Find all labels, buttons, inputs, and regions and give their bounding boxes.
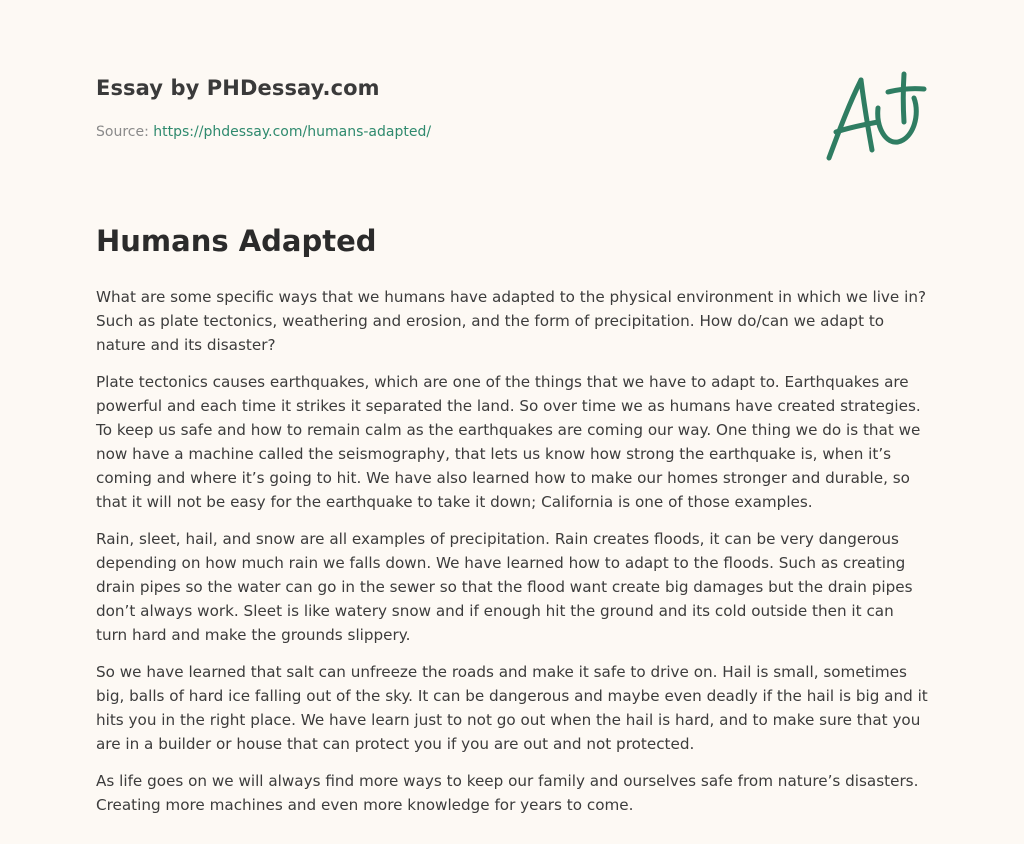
essay-title: Humans Adapted: [96, 224, 377, 258]
essay-paragraph: What are some specific ways that we humans have adapted to the physical environment in which we live in? Such as plate tectonics, weathering and erosion, and the form of precipitation. How do/can we adapt to nature and its disaster?: [96, 288, 927, 354]
essay-paragraph: As life goes on we will always find more ways to keep our family and ourselves safe from nature’s disasters. Creating more machines and even more knowledge for years to come.: [96, 772, 919, 814]
source-line: [96, 124, 431, 140]
essay-paragraph: Plate tectonics causes earthquakes, which are one of the things that we have to adapt to. Earthquakes are powerful and each time it strikes it separated the land. So over time we as humans have created strategies. To keep us safe and how to remain calm as the earthquakes are coming our way. One thing we do is that we now have a machine called the seismography, that lets us know how strong the earthquake is, when it’s coming and where it’s going to hit. We have also learned how to make our homes stronger and durable, so that it will not be easy for the earthquake to take it down; California is one of those examples.: [96, 373, 921, 511]
essay-paragraph: So we have learned that salt can unfreeze the roads and make it safe to drive on. Hail is small, sometimes big, balls of hard ice falling out of the sky. It can be dangerous and maybe even deadly if the hail is big and it hits you in the right place. We have learn just to not go out when the hail is hard, and to make sure that you are in a builder or house that can protect you if you are out and not protected.: [96, 663, 928, 753]
site-title: Essay by PHDessay.com: [96, 76, 380, 100]
essay-paragraph: Rain, sleet, hail, and snow are all examples of precipitation. Rain creates floods, it can be very dangerous depending on how much rain we falls down. We have learned how to adapt to the floods. Such as creating drain pipes so the water can go in the sewer so that the flood want create big damages but the drain pipes don’t always work. Sleet is like watery snow and if enough hit the ground and its cold outside then it can turn hard and make the grounds slippery.: [96, 530, 913, 644]
a-plus-logo-icon: [824, 68, 928, 164]
essay-body: [96, 285, 928, 830]
source-label: Source:: [96, 124, 149, 140]
source-link[interactable]: https://phdessay.com/humans-adapted/: [153, 124, 432, 140]
